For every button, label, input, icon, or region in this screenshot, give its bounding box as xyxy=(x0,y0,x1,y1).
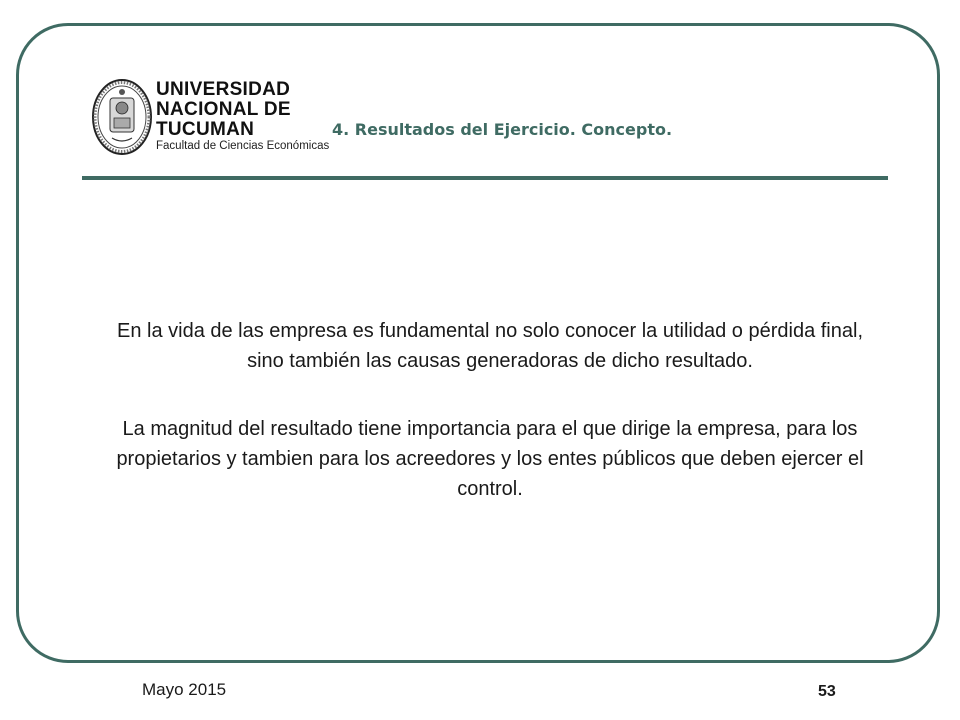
title-divider xyxy=(82,176,888,180)
body-paragraph-1: En la vida de las empresa es fundamental no solo conocer la utilidad o pérdida final, sino también las causas generadoras de dicho resultado. xyxy=(116,320,863,372)
logo-line-1: UNIVERSIDAD xyxy=(156,79,291,100)
page-number: 53 xyxy=(818,683,836,700)
logo-line-2: NACIONAL DE xyxy=(156,99,291,120)
university-logo xyxy=(90,76,330,158)
logo-line-3: TUCUMAN xyxy=(156,119,255,140)
footer-date: Mayo 2015 xyxy=(142,680,227,699)
slide-title: 4. Resultados del Ejercicio. Concepto. xyxy=(332,120,673,139)
logo-text xyxy=(156,80,329,153)
logo-faculty: Facultad de Ciencias Económicas xyxy=(156,140,330,152)
body-paragraph-2: La magnitud del resultado tiene importancia para el que dirige la empresa, para los propietarios y tambien para los acreedores y los entes públicos que deben ejercer el control. xyxy=(116,418,864,500)
university-seal-icon xyxy=(90,76,154,158)
